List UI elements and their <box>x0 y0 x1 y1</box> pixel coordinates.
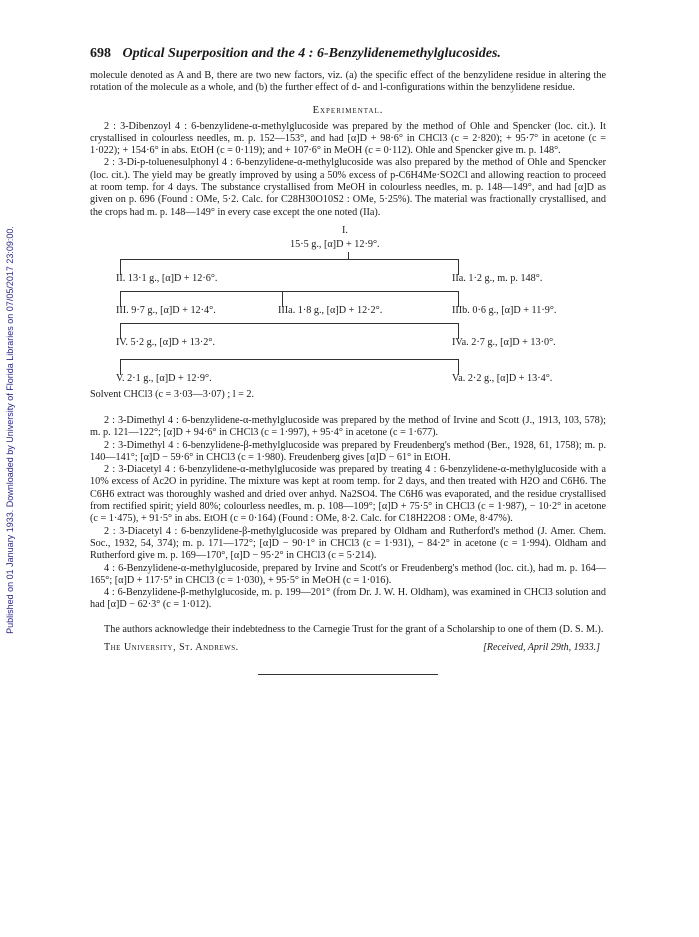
end-rule <box>258 674 438 675</box>
scheme-fraction-IIa: IIa. 1·2 g., m. p. 148°. <box>452 272 543 284</box>
scheme-connector <box>348 252 349 259</box>
affiliation: The University, St. Andrews. <box>104 642 239 654</box>
scheme-fraction-II: II. 13·1 g., [α]D + 12·6°. <box>116 272 218 284</box>
intro-paragraph: molecule denoted as A and B, there are two new factors, viz. (a) the specific effect of the benzylidene residue in altering the rotation of the molecule as a whole, and (b) the further effect of d- and l-configurations within the benzylidene residue. <box>90 70 606 94</box>
scheme-top-label: I. <box>342 224 348 236</box>
scheme-connector <box>120 359 458 360</box>
scheme-fraction-III: III. 9·7 g., [α]D + 12·4°. <box>116 304 216 316</box>
scheme-fraction-Va: Va. 2·2 g., [α]D + 13·4°. <box>452 372 553 384</box>
paragraph-benzylidene-alpha: 4 : 6-Benzylidene-α-methylglucoside, prepared by Irvine and Scott's or Freudenberg's method (loc. cit.), had m. p. 164—165°; [α]D + 117·5° in CHCl3 (c = 1·030), + 95·5° in MeOH (c = 1·016). <box>90 562 606 586</box>
download-notice: Published on 01 January 1933. Downloaded by University of Florida Libraries on 07/05/2017 23:09:00. <box>5 226 15 634</box>
scheme-top-value: 15·5 g., [α]D + 12·9°. <box>290 238 380 250</box>
section-title: Experimental. <box>312 104 384 116</box>
paragraph-benzylidene-beta: 4 : 6-Benzylidene-β-methylglucoside, m. p. 199—201° (from Dr. J. W. H. Oldham), was examined in CHCl3 solution and had [α]D − 62·3° (c = 1·012). <box>90 587 606 611</box>
scheme-fraction-IIIb: IIIb. 0·6 g., [α]D + 11·9°. <box>452 304 557 316</box>
scheme-fraction-IIIa: IIIa. 1·8 g., [α]D + 12·2°. <box>278 304 383 316</box>
paragraph-diacetyl-beta: 2 : 3-Diacetyl 4 : 6-benzylidene-β-methylglucoside was prepared by Oldham and Rutherford's method (J. Amer. Chem. Soc., 1932, 54, 374); m. p. 171—172°; [α]D − 90·1° in CHCl3 (c = 1·931), − 84·2° in acetone (c = 1·994). Oldham and Rutherford give m. p. 169—170°, [α]D − 95·2° in CHCl3 (c = 5·214). <box>90 525 606 562</box>
download-watermark <box>2 110 18 750</box>
scheme-connector <box>120 259 458 260</box>
running-title: Optical Superposition and the 4 : 6-Benzylidenemethylglucosides. <box>122 46 501 61</box>
paragraph-dimethyl-beta: 2 : 3-Dimethyl 4 : 6-benzylidene-β-methylglucoside was prepared by Freudenberg's method (Ber., 1928, 61, 1758); m. p. 140—141°; [α]D − 59·6° in CHCl3 (c = 1·980). Freudenberg gives [α]D − 61° in EtOH. <box>90 439 606 463</box>
scheme-connector <box>120 323 458 324</box>
solvent-note: Solvent CHCl3 (c = 3·03—3·07) ; l = 2. <box>90 388 255 400</box>
paragraph-diacetyl-alpha: 2 : 3-Diacetyl 4 : 6-benzylidene-α-methylglucoside was prepared by treating 4 : 6-benzylidene-α-methylglucoside with a 10% excess of Ac2O in pyridine. The mixture was kept at room temp. for 2 days, and then treated with H2O and C6H6. The C6H6 extract was thoroughly washed and dried over anhyd. Na2SO4. The C6H6 was evaporated, and the residue crystallised from rectified spirit; yield 80%; colourless needles, m. p. 108—109°; [α]D + 75·5° in CHCl3 (c = 1·987), − 10·2° in acetone (c = 1·475), + 91·5° in abs. EtOH (c = 0·164) (Found : OMe, 8·2. Calc. for C18H22O8 : OMe, 8·47%). <box>90 464 606 525</box>
page-number: 698 <box>90 46 111 61</box>
footer <box>90 642 606 656</box>
scheme-fraction-IVa: IVa. 2·7 g., [α]D + 13·0°. <box>452 336 556 348</box>
fractionation-scheme <box>90 225 606 415</box>
paragraph-dibenzoyl: 2 : 3-Dibenzoyl 4 : 6-benzylidene-α-methylglucoside was prepared by the method of Ohle and Spencker (loc. cit.). It crystallised in colourless needles, m. p. 152—153°, and had [α]D + 98·6° in CHCl3 (c = 2·820); + 95·7° in acetone (c = 1·022); + 154·6° in abs. EtOH (c = 0·119); and + 107·6° in MeOH (c = 0·112). Ohle and Spencker give m. p. 148°. <box>90 120 606 157</box>
received-date: [Received, April 29th, 1933.] <box>482 642 600 654</box>
acknowledgement: The authors acknowledge their indebtedness to the Carnegie Trust for the grant of a Scholarship to one of them (D. S. M.). <box>104 623 604 635</box>
running-header <box>90 46 606 62</box>
paragraph-dimethyl-alpha: 2 : 3-Dimethyl 4 : 6-benzylidene-α-methylglucoside was prepared by the method of Irvine and Scott (J., 1913, 103, 578); m. p. 121—122°; [α]D + 94·6° in CHCl3 (c = 1·997), + 95·4° in acetone (c = 1·677). <box>90 414 606 439</box>
scheme-connector <box>120 291 458 292</box>
scheme-fraction-IV: IV. 5·2 g., [α]D + 13·2°. <box>116 336 216 348</box>
page <box>90 46 606 675</box>
paragraph-ditoluenesulphonyl: 2 : 3-Di-p-toluenesulphonyl 4 : 6-benzylidene-α-methylglucoside was also prepared by the method of Ohle and Spencker (loc. cit.). The yield may be greatly improved by using a 50% excess of p-C6H4Me·SO2Cl and allowing reaction to proceed at room temp. for 4 days. The substance crystallised from MeOH in colourless needles, m. p. 148—149°, and had [α]D as given on p. 696 (Found : OMe, 5·2. Calc. for C28H30O10S2 : OMe, 5·25%). The material was fractionally crystallised, and the crops had m. p. 148—149° in every case except the one noted (IIa). <box>90 157 606 218</box>
scheme-fraction-V: V. 2·1 g., [α]D + 12·9°. <box>116 372 212 384</box>
